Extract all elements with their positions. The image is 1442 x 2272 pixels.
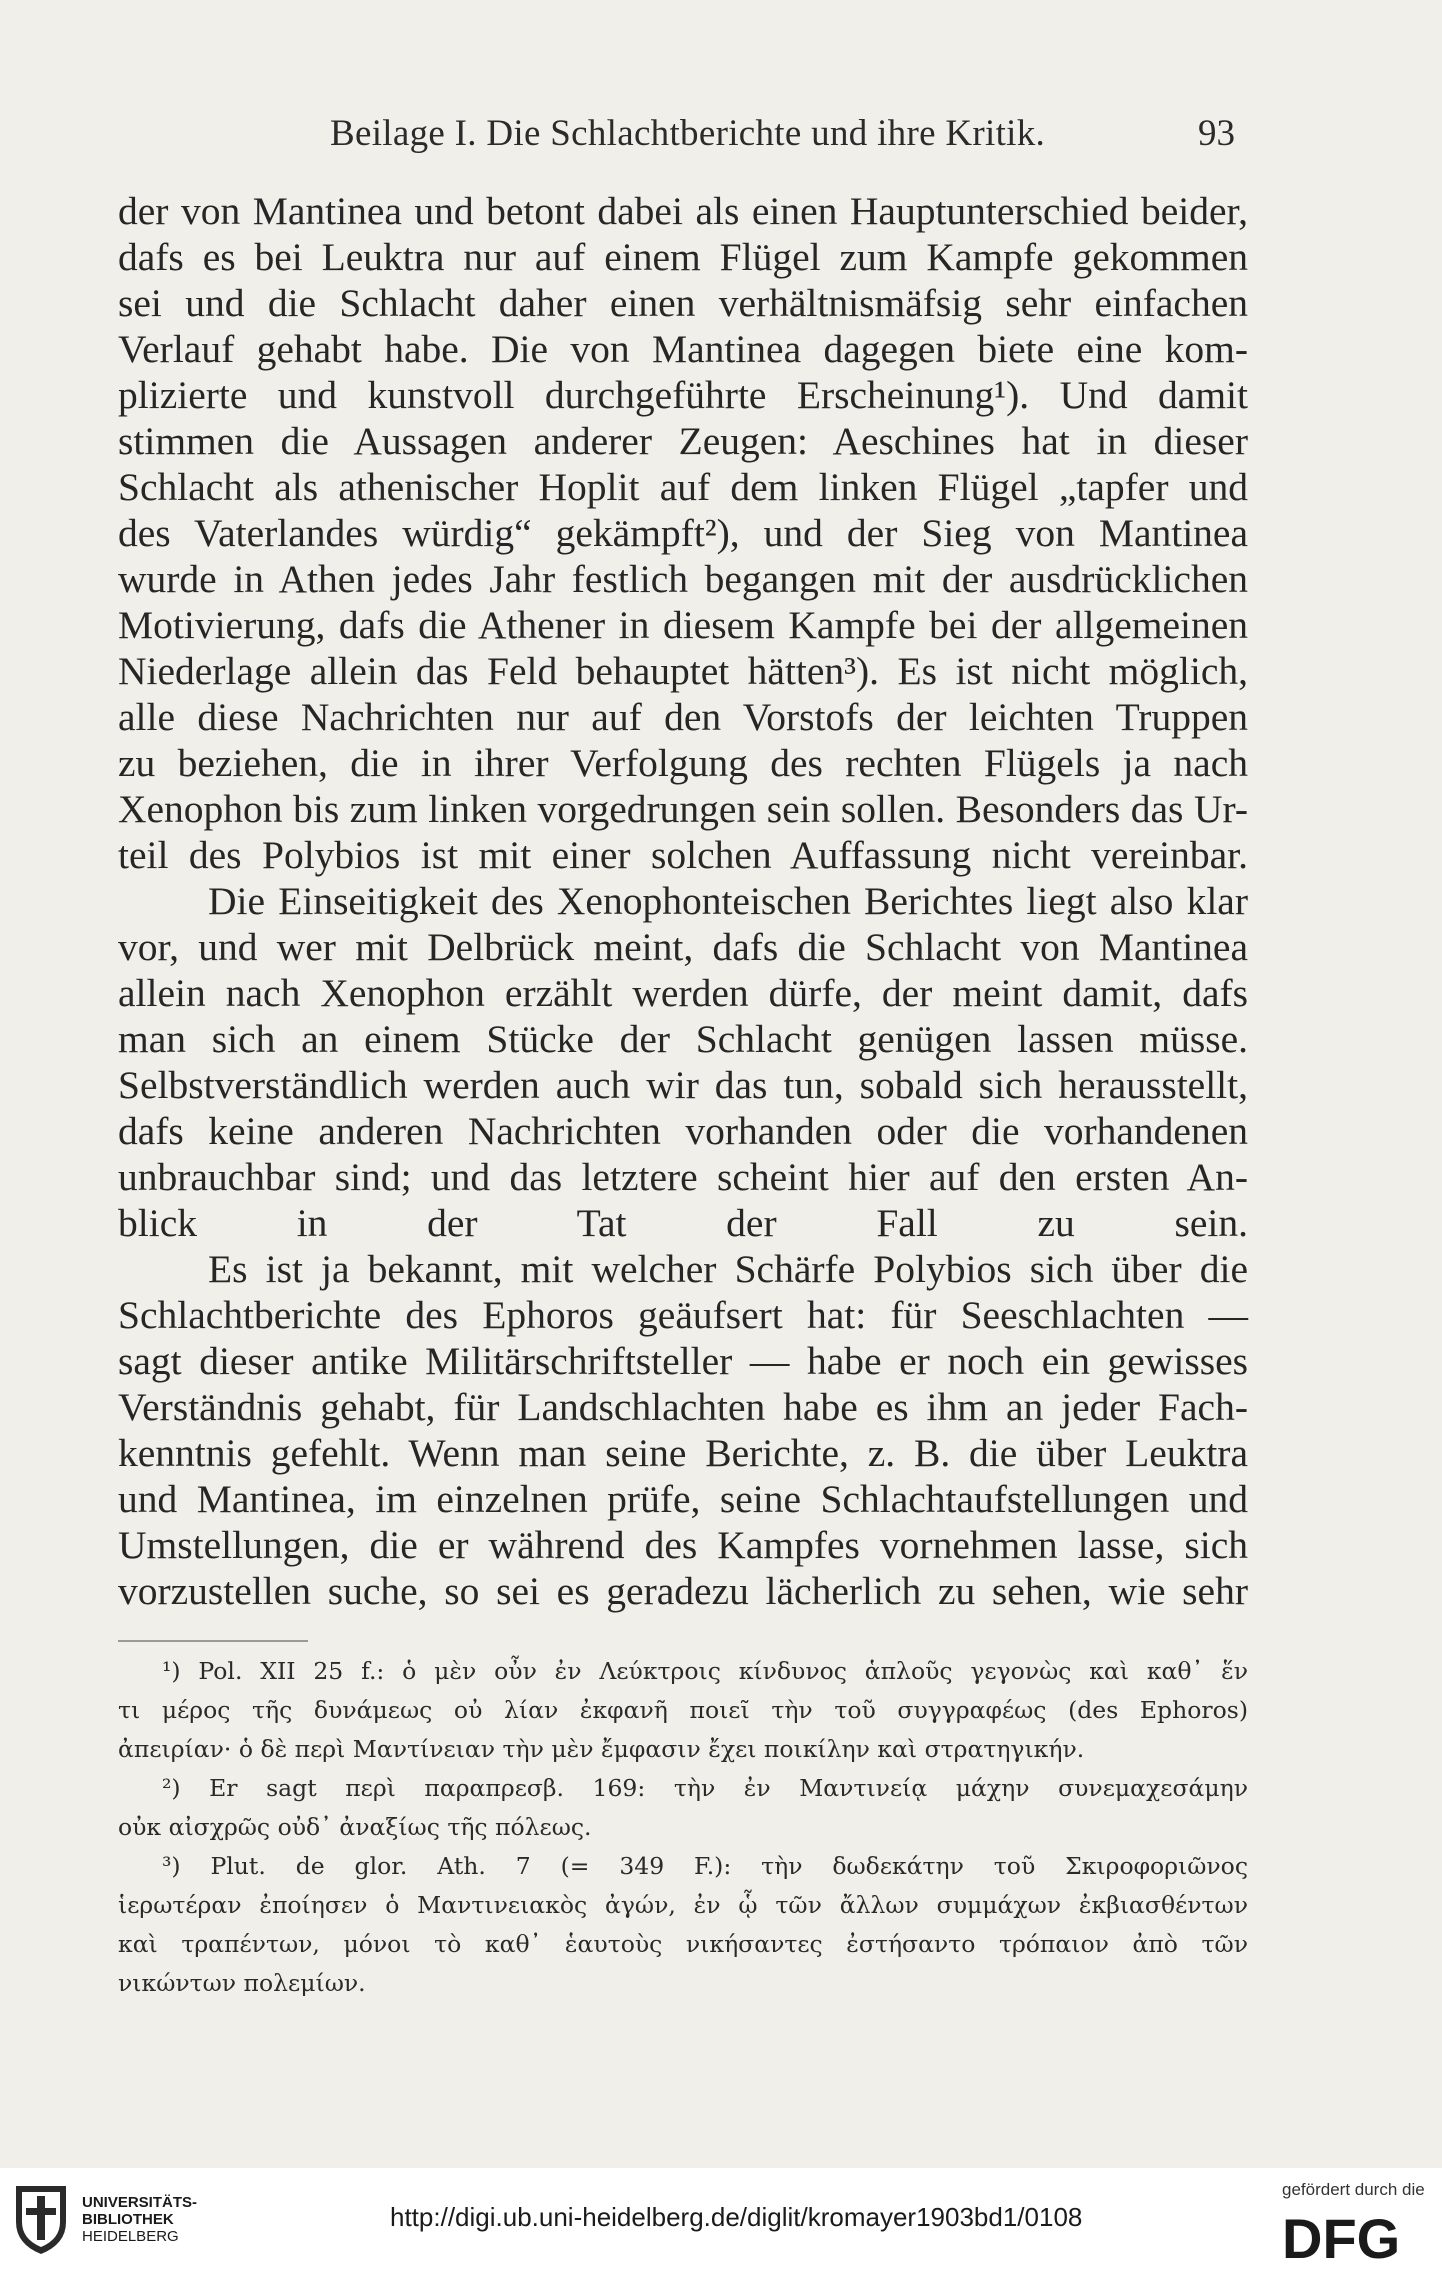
footnote-rule bbox=[118, 1640, 308, 1642]
text-line: Es ist ja bekannt, mit welcher Schärfe Polybios sich über die bbox=[208, 1247, 1248, 1291]
footnote-line: ἱερωτέραν ἐποίησεν ὁ Μαντινειακὸς ἀγών, ἐν ᾧ τῶν ἄλλων συμμάχων ἐκβιασθέντων bbox=[118, 1891, 1248, 1919]
text-line: allein nach Xenophon erzählt werden dürfe, der meint damit, dafs bbox=[118, 971, 1248, 1015]
text-line: dafs es bei Leuktra nur auf einem Flügel zum Kampfe gekommen bbox=[118, 235, 1248, 279]
text-line: Schlacht als athenischer Hoplit auf dem linken Flügel „tapfer und bbox=[118, 465, 1248, 509]
library-name bbox=[82, 2194, 197, 2245]
funding-label: gefördert durch die bbox=[1282, 2180, 1425, 2199]
library-line: UNIVERSITÄTS- bbox=[82, 2194, 198, 2211]
text-line: Die Einseitigkeit des Xenophonteischen Berichtes liegt also klar bbox=[208, 879, 1248, 923]
footnote-line: τι μέρος τῆς δυνάμεως οὐ λίαν ἐκφανῆ ποιεῖ τὴν τοῦ συγγραφέως (des Ephoros) bbox=[118, 1696, 1248, 1724]
text-line: Niederlage allein das Feld behauptet hätten³). Es ist nicht möglich, bbox=[118, 649, 1248, 693]
footnote-line: ἀπειρίαν· ὁ δὲ περὶ Μαντίνειαν τὴν μὲν ἔμφασιν ἔχει ποικίλην καὶ στρατηγικήν. bbox=[118, 1735, 1085, 1763]
footnote-line: ²) Er sagt περὶ παραπρεσβ. 169: τὴν ἐν Μαντινείᾳ μάχην συνεμαχεσάμην bbox=[162, 1774, 1248, 1802]
permalink-url[interactable]: http://digi.ub.uni-heidelberg.de/diglit/kromayer1903bd1/0108 bbox=[390, 2202, 1083, 2232]
text-line: Motivierung, dafs die Athener in diesem Kampfe bei der allgemeinen bbox=[118, 603, 1248, 647]
running-head: Beilage I. Die Schlachtberichte und ihre Kritik. bbox=[330, 113, 1046, 154]
university-seal-icon bbox=[10, 2182, 72, 2256]
text-line: man sich an einem Stücke der Schlacht genügen lassen müsse. bbox=[118, 1017, 1248, 1061]
digitization-footer bbox=[0, 2168, 1442, 2272]
text-line: sagt dieser antike Militärschriftsteller — habe er noch ein gewisses bbox=[118, 1339, 1248, 1383]
paragraph-1 bbox=[118, 188, 1248, 878]
text-line: Umstellungen, die er während des Kampfes vornehmen lasse, sich bbox=[118, 1523, 1248, 1567]
body-text bbox=[118, 188, 1248, 1614]
text-line: blick in der Tat der Fall zu sein. bbox=[118, 1201, 1248, 1245]
text-line: dafs keine anderen Nachrichten vorhanden oder die vorhandenen bbox=[118, 1109, 1248, 1153]
footnote-2 bbox=[118, 1769, 1248, 1847]
footnote-3 bbox=[118, 1847, 1248, 2003]
footnote-1 bbox=[118, 1652, 1248, 1769]
dfg-logo-icon bbox=[1282, 2210, 1432, 2264]
footnotes bbox=[118, 1652, 1248, 2003]
page-number: 93 bbox=[1198, 113, 1235, 154]
text-line: stimmen die Aussagen anderer Zeugen: Aeschines hat in dieser bbox=[118, 419, 1248, 463]
paragraph-2 bbox=[118, 878, 1248, 1246]
text-line: sei und die Schlacht daher einen verhältnismäfsig sehr einfachen bbox=[118, 281, 1248, 325]
text-line: teil des Polybios ist mit einer solchen Auffassung nicht vereinbar. bbox=[118, 833, 1248, 877]
text-line: Xenophon bis zum linken vorgedrungen sein sollen. Besonders das Ur- bbox=[118, 787, 1248, 831]
library-line: HEIDELBERG bbox=[82, 2228, 179, 2245]
text-line: Selbstverständlich werden auch wir das tun, sobald sich herausstellt, bbox=[118, 1063, 1248, 1107]
text-line: kenntnis gefehlt. Wenn man seine Berichte, z. B. die über Leuktra bbox=[118, 1431, 1248, 1475]
page-header bbox=[0, 106, 1442, 166]
footnote-line: καὶ τραπέντων, μόνοι τὸ καθ᾽ ἑαυτοὺς νικήσαντες ἐστήσαντο τρόπαιον ἀπὸ τῶν bbox=[118, 1930, 1248, 1958]
text-line: wurde in Athen jedes Jahr festlich begangen mit der ausdrücklichen bbox=[118, 557, 1248, 601]
footnote-line: νικώντων πολεμίων. bbox=[118, 1969, 366, 1997]
text-line: vor, und wer mit Delbrück meint, dafs die Schlacht von Mantinea bbox=[118, 925, 1248, 969]
text-line: zu beziehen, die in ihrer Verfolgung des rechten Flügels ja nach bbox=[118, 741, 1248, 785]
text-line: Schlachtberichte des Ephoros geäufsert hat: für Seeschlachten — bbox=[118, 1293, 1248, 1337]
text-line: und Mantinea, im einzelnen prüfe, seine Schlachtaufstellungen und bbox=[118, 1477, 1248, 1521]
text-line: plizierte und kunstvoll durchgeführte Erscheinung¹). Und damit bbox=[118, 373, 1248, 417]
text-line: Verständnis gehabt, für Landschlachten habe es ihm an jeder Fach- bbox=[118, 1385, 1248, 1429]
text-line: alle diese Nachrichten nur auf den Vorstofs der leichten Truppen bbox=[118, 695, 1248, 739]
dfg-logo-text: DFG bbox=[1282, 2210, 1401, 2264]
library-line: BIBLIOTHEK bbox=[82, 2211, 174, 2228]
text-line: unbrauchbar sind; und das letztere scheint hier auf den ersten An- bbox=[118, 1155, 1248, 1199]
text-line: der von Mantinea und betont dabei als einen Hauptunterschied beider, bbox=[118, 189, 1248, 233]
footnote-line: ¹) Pol. XII 25 f.: ὁ μὲν οὖν ἐν Λεύκτροις κίνδυνος ἁπλοῦς γεγονὼς καὶ καθ᾽ ἕν bbox=[162, 1657, 1248, 1685]
text-line: vorzustellen suche, so sei es geradezu lächerlich zu sehen, wie sehr bbox=[118, 1569, 1248, 1613]
footnote-line: οὐκ αἰσχρῶς οὐδ᾽ ἀναξίως τῆς πόλεως. bbox=[118, 1813, 592, 1841]
footnote-line: ³) Plut. de glor. Ath. 7 (= 349 F.): τὴν δωδεκάτην τοῦ Σκιροφοριῶνος bbox=[162, 1852, 1248, 1880]
text-line: des Vaterlandes würdig“ gekämpft²), und der Sieg von Mantinea bbox=[118, 511, 1248, 555]
text-line: Verlauf gehabt habe. Die von Mantinea dagegen biete eine kom- bbox=[118, 327, 1248, 371]
paragraph-3 bbox=[118, 1246, 1248, 1614]
